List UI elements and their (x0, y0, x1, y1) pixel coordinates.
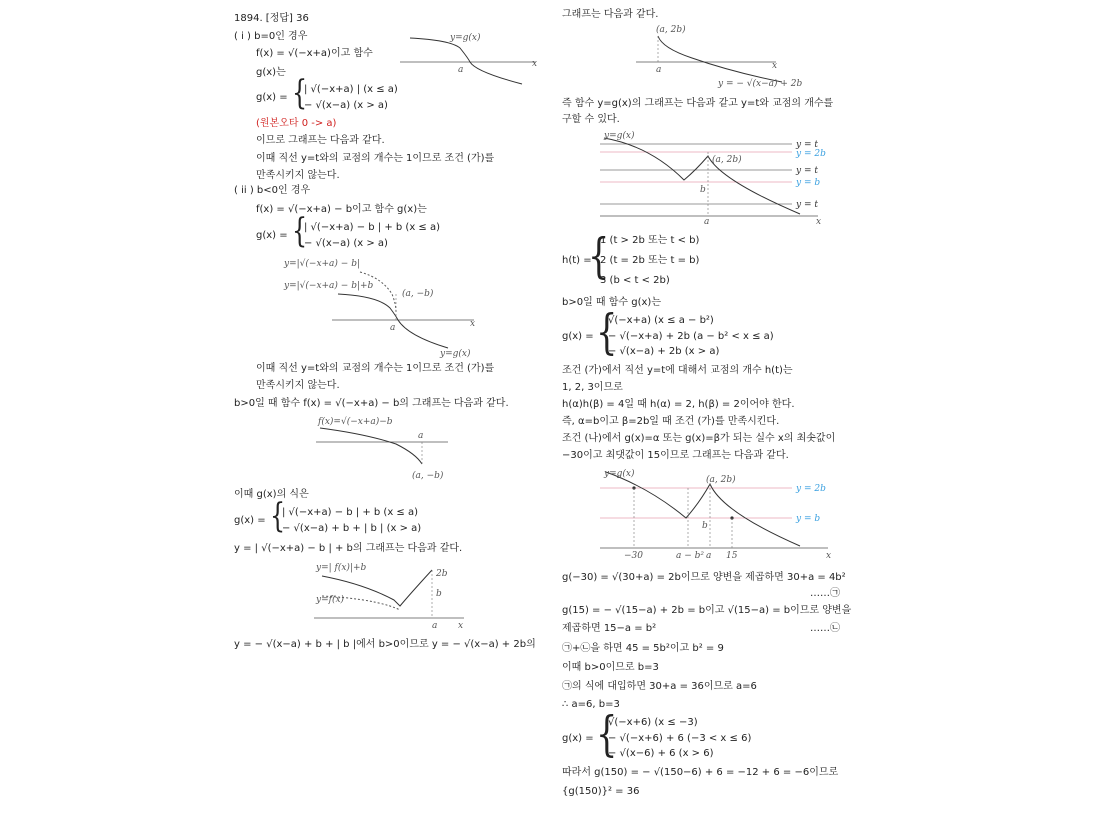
case3-label-abs: y=| f(x)|+b (316, 563, 367, 573)
case1-g-row2: − √(x−a) (x > a) (304, 100, 388, 111)
r2-text: 즉 함수 y=g(x)의 그래프는 다음과 같고 y=t와 교점의 개수를 (562, 98, 834, 109)
r-graph3-2b: y = 2b (796, 484, 826, 494)
r-graph1-y: y = − √(x−a) + 2b (718, 79, 803, 89)
case2-label-x: x (470, 319, 476, 329)
right-graph3 (600, 466, 840, 564)
rg-row1: √(−x+a) (x ≤ a − b²) (608, 315, 714, 326)
r-graph3-pt: (a, 2b) (706, 475, 736, 485)
right-graph2 (600, 130, 830, 226)
f1-text: 따라서 g(150) = − √(150−6) + 6 = −12 + 6 = −6이므로 (562, 767, 839, 778)
h-row2: 2 (t = 2b 또는 t = b) (600, 255, 700, 266)
t3-text: h(α)h(β) = 4일 때 h(α) = 2, h(β) = 2이어야 한다. (562, 399, 795, 410)
case1-text1: 이므로 그래프는 다음과 같다. (256, 135, 385, 146)
case2-g-row1: | √(−x+a) − b | + b (x ≤ a) (304, 222, 441, 233)
case2-g-row2: − √(x−a) (x > a) (304, 238, 388, 249)
e1-text: g(−30) = √(30+a) = 2b이므로 양변을 제곱하면 30+a = 4b² (562, 572, 846, 583)
case3-label-b: b (436, 589, 442, 599)
r-graph2-line1: y = t (796, 140, 818, 150)
t5-text: 조건 (나)에서 g(x)=α 또는 g(x)=β가 되는 실수 x의 최솟값이 (562, 433, 836, 444)
r-graph2-x: x (816, 217, 822, 227)
case1-title: ( i ) b=0인 경우 (234, 31, 308, 42)
case1-f-def: f(x) = √(−x+a)이고 함수 (256, 48, 373, 59)
gf-lhs: g(x) = (562, 733, 594, 744)
case1-label-g: y=g(x) (450, 33, 481, 43)
gf-brace: { (596, 706, 618, 762)
case3-label-pt: (a, −b) (412, 471, 444, 481)
case3-title: b>0일 때 함수 f(x) = √(−x+a) − b의 그래프는 다음과 같다. (234, 398, 509, 409)
case3-g-lhs: g(x) = (234, 515, 266, 526)
r-graph2-line3: y = t (796, 166, 818, 176)
t1-text: 조건 (가)에서 직선 y=t에 대해서 교점의 개수 h(t)는 (562, 365, 793, 376)
case2-label-g: y=g(x) (440, 349, 471, 359)
r-graph3-b: y = b (796, 514, 821, 524)
case3-graph2 (314, 560, 474, 632)
r-graph3-tick1: −30 (624, 551, 643, 561)
case1-g-lhs: g(x) = (256, 92, 288, 103)
right-graph1 (632, 24, 812, 90)
r-graph1-x: x (772, 61, 778, 71)
case1-text3: 만족시키지 않는다. (256, 170, 340, 181)
case3-g-row2: − √(x−a) + b + | b | (x > a) (282, 523, 422, 534)
case1-label-a: a (458, 65, 464, 75)
case1-brace: { (292, 73, 308, 113)
r-graph2-pt: (a, 2b) (712, 155, 742, 165)
rg-row3: − √(x−a) + 2b (x > a) (608, 346, 720, 357)
rg-row2: − √(−x+a) + 2b (a − b² < x ≤ a) (608, 331, 774, 342)
t6-text: −30이고 최댓값이 15이므로 그래프는 다음과 같다. (562, 450, 789, 461)
case3-label-fx: y=f(x) (316, 595, 345, 605)
r-graph1-a: a (656, 65, 662, 75)
e7-text: ∴ a=6, b=3 (562, 699, 620, 710)
case3-label-f: f(x)=√(−x+a)−b (318, 417, 393, 427)
case3-g-row1: | √(−x+a) − b | + b (x ≤ a) (282, 507, 419, 518)
answer-header: 1894. [정답] 36 (234, 13, 309, 24)
e6-text: ㉠의 식에 대입하면 30+a = 36이므로 a=6 (562, 681, 757, 692)
rg-brace: { (596, 304, 618, 360)
e3-text: 제곱하면 15−a = b² (562, 623, 657, 634)
case3-y-text: y = | √(−x+a) − b | + b의 그래프는 다음과 같다. (234, 543, 463, 554)
r-graph3-g: y=g(x) (604, 469, 635, 479)
e5-text: 이때 b>0이므로 b=3 (562, 662, 659, 673)
case1-label-x: x (532, 59, 538, 69)
r-graph2-a: a (704, 217, 710, 227)
case1-errata: (원본오타 0 -> a) (256, 118, 337, 129)
r3-text: 구할 수 있다. (562, 114, 620, 125)
case2-g-lhs: g(x) = (256, 230, 288, 241)
e4-text: ㉠+㉡을 하면 45 = 5b²이고 b² = 9 (562, 643, 724, 654)
case2-brace: { (292, 211, 308, 251)
r-graph3-bb: b (702, 521, 708, 531)
case1-g-row1: | √(−x+a) | (x ≤ a) (304, 84, 398, 95)
r-graph2-line4: y = b (796, 178, 821, 188)
case3-label-a2: a (432, 621, 438, 631)
case2-text1: 이때 직선 y=t와의 교점의 개수는 1이므로 조건 (가)를 (256, 363, 495, 374)
case3-g-intro: 이때 g(x)의 식은 (234, 489, 309, 500)
r-graph3-tick4: 15 (726, 551, 738, 561)
f2-text: {g(150)}² = 36 (562, 786, 640, 797)
case3-label-a: a (418, 431, 424, 441)
case2-text2: 만족시키지 않는다. (256, 380, 340, 391)
case2-label1: y=|√(−x+a) − b| (284, 259, 360, 269)
r-graph1-pt: (a, 2b) (656, 25, 686, 35)
case3-brace: { (270, 496, 286, 536)
rg-lhs: g(x) = (562, 331, 594, 342)
e3-mark: ……㉡ (810, 623, 840, 634)
r-graph3-tick2: a − b² (676, 551, 704, 561)
case2-label-pt: (a, −b) (402, 289, 434, 299)
case1-text2: 이때 직선 y=t와의 교점의 개수는 1이므로 조건 (가)를 (256, 153, 495, 164)
case1-graph (400, 28, 540, 92)
case2-graph (278, 256, 488, 360)
r-graph3-x: x (826, 551, 832, 561)
b-pos-text: b>0일 때 함수 g(x)는 (562, 297, 661, 308)
case3-last: y = − √(x−a) + b + | b |에서 b>0이므로 y = − √(x−a) + 2b의 (234, 639, 536, 650)
case3-label-x2: x (458, 621, 464, 631)
gf-row1: √(−x+6) (x ≤ −3) (608, 717, 698, 728)
h-lhs: h(t) = (562, 255, 592, 266)
case2-title: ( ii ) b<0인 경우 (234, 185, 311, 196)
r-graph2-b: b (700, 185, 706, 195)
r-graph2-g: y=g(x) (604, 131, 635, 141)
t2-text: 1, 2, 3이므로 (562, 382, 623, 393)
case3-graph (316, 412, 456, 484)
r-graph3-tick3: a (706, 551, 712, 561)
h-row1: 1 (t > 2b 또는 t < b) (600, 235, 700, 246)
r-graph2-line2: y = 2b (796, 149, 826, 159)
r1-text: 그래프는 다음과 같다. (562, 9, 659, 20)
t4-text: 즉, α=b이고 β=2b일 때 조건 (가)를 만족시킨다. (562, 416, 780, 427)
r-graph2-line5: y = t (796, 200, 818, 210)
case2-label2: y=|√(−x+a) − b|+b (284, 281, 374, 291)
e2-text: g(15) = − √(15−a) + 2b = b이고 √(15−a) = b이므로 양변을 (562, 605, 852, 616)
h-row3: 3 (b < t < 2b) (600, 275, 670, 286)
case2-f-def: f(x) = √(−x+a) − b이고 함수 g(x)는 (256, 204, 427, 215)
e1-mark: ……㉠ (810, 588, 840, 599)
h-brace: { (588, 228, 610, 284)
case2-label-a: a (390, 323, 396, 333)
gf-row2: − √(−x+6) + 6 (−3 < x ≤ 6) (608, 733, 752, 744)
case1-g-is: g(x)는 (256, 67, 286, 78)
gf-row3: − √(x−6) + 6 (x > 6) (608, 748, 714, 759)
case3-label-2b: 2b (436, 569, 448, 579)
